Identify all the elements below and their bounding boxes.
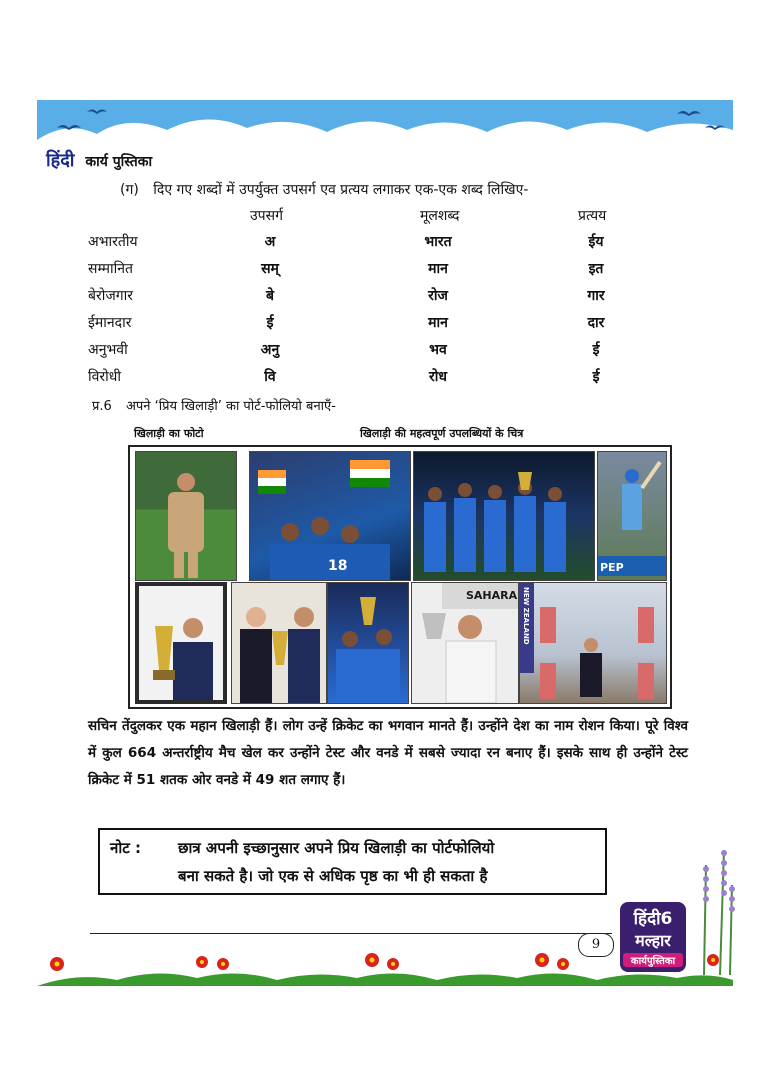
batting-action-photo [597, 451, 667, 581]
question-6-label: प्र.6 [92, 399, 112, 414]
caption-player-photo: खिलाड़ी का फोटो [134, 427, 204, 440]
footer-divider [90, 933, 612, 934]
red-flower-icon [50, 953, 719, 971]
question-6-text: अपने ‘प्रिय खिलाड़ी’ का पोर्ट-फोलियो बनाएँ- [125, 399, 336, 414]
table-row [88, 286, 688, 306]
brand-line-1: हिंदी6 [633, 909, 673, 929]
word-cell: अभारतीय [88, 234, 138, 250]
note-line-1: छात्र अपनी इच्छानुसार अपने प्रिय खिलाड़ी का पोर्टफोलियो [178, 839, 495, 857]
upsarg-cell: ई [266, 315, 274, 331]
player-description-paragraph: सचिन तेंदुलकर एक महान खिलाड़ी हैं। लोग उन्हें क्रिकेट का भगवान मानते हैं। उन्होंने देश का नाम रोशन किया। पूरे विश्व में कुल 664 अन्तर्राष्ट्रीय मैच खेल कर उन्होंने टेस्ट और वनडे में सबसे ज्यादा रन बनाए हैं। इसके साथ ही उन्होंने टेस्ट क्रिकेट में 51 शतक ओर वनडे में 49 शत लगाए हैं। [88, 718, 688, 788]
pratyay-cell: ई [592, 369, 600, 385]
grass-flowers-border [37, 950, 733, 986]
pratyay-cell: दार [587, 315, 605, 331]
player-portrait-photo [135, 451, 237, 581]
trophy-icon [232, 583, 326, 703]
mool-cell: रोज [428, 288, 448, 304]
trophy-icon [328, 583, 408, 703]
pratyay-cell: ई [592, 342, 600, 358]
question-g-text: दिए गए शब्दों में उपर्युक्त उपसर्ग एव प्रत्यय लगाकर एक-एक शब्द लिखिए- [153, 182, 529, 198]
pratyay-cell: गार [587, 288, 605, 304]
word-cell: विरोधी [88, 369, 121, 385]
upsarg-cell: सम् [261, 261, 279, 277]
new-zealand-text: NEW ZEALAND [522, 587, 530, 645]
mool-cell: भारत [424, 234, 452, 250]
table-row [88, 313, 688, 333]
question-6 [92, 396, 336, 414]
table-row [88, 232, 688, 252]
team-celebration-flags-photo [249, 451, 411, 581]
header-title: कार्य पुस्तिका [85, 154, 153, 170]
sahara-text: SAHARA [466, 589, 518, 602]
question-g [120, 180, 528, 199]
trophy-portrait-photo [135, 582, 227, 704]
brand-line-2: मल्हार [635, 931, 671, 950]
upsarg-cell: अ [264, 234, 276, 250]
jersey-number: 18 [328, 558, 348, 574]
test-trophy-photo [411, 582, 519, 704]
mool-cell: मान [428, 261, 448, 277]
mool-cell: भव [429, 342, 447, 358]
trophy-icon [139, 586, 223, 700]
table-row [88, 340, 688, 360]
ceremony-figures-icon [520, 583, 666, 703]
brand-line-3: कार्यपुस्तिका [623, 953, 683, 967]
hindi-logo: हिंदी [46, 150, 75, 171]
trophy-raise-photo [327, 582, 409, 704]
trophy-icon [414, 452, 594, 580]
upsarg-cell: अनु [260, 342, 280, 358]
col-header-upsarg: उपसर्ग [250, 208, 283, 224]
photo-gallery [128, 445, 672, 709]
question-g-label: (ग) [120, 182, 139, 198]
pepsi-board-text: PEP [600, 561, 624, 574]
workbook-header [46, 148, 152, 172]
col-header-pratyay: प्रत्यय [578, 208, 607, 224]
word-cell: अनुभवी [88, 342, 128, 358]
col-header-mool: मूलशब्द [420, 208, 460, 224]
world-cup-trophy-team-photo [413, 451, 595, 581]
mool-cell: रोध [429, 369, 447, 385]
word-cell: बेरोजगार [88, 288, 133, 304]
pratyay-cell: इत [588, 261, 604, 277]
note-line-2: बना सकते है। जो एक से अधिक पृष्ठ का भी ही सकता है [178, 867, 488, 885]
portrait-figure-icon [136, 452, 236, 580]
upsarg-cell: बे [266, 288, 274, 304]
upsarg-cell: वि [264, 369, 276, 385]
ceremony-photo [519, 582, 667, 704]
sky-banner [37, 100, 733, 148]
trophy-handover-photo [231, 582, 327, 704]
mool-cell: मान [428, 315, 448, 331]
word-cell: ईमानदार [88, 315, 132, 331]
note-box [98, 828, 607, 895]
word-cell: सम्मानित [88, 261, 134, 277]
pratyay-cell: ईय [588, 234, 604, 250]
caption-achievements: खिलाड़ी की महत्वपूर्ण उपलब्धियों के चित्र [360, 427, 524, 440]
table-row [88, 367, 688, 387]
page-number: 9 [578, 933, 614, 957]
note-label: नोट : [110, 839, 141, 857]
table-row [88, 259, 688, 279]
